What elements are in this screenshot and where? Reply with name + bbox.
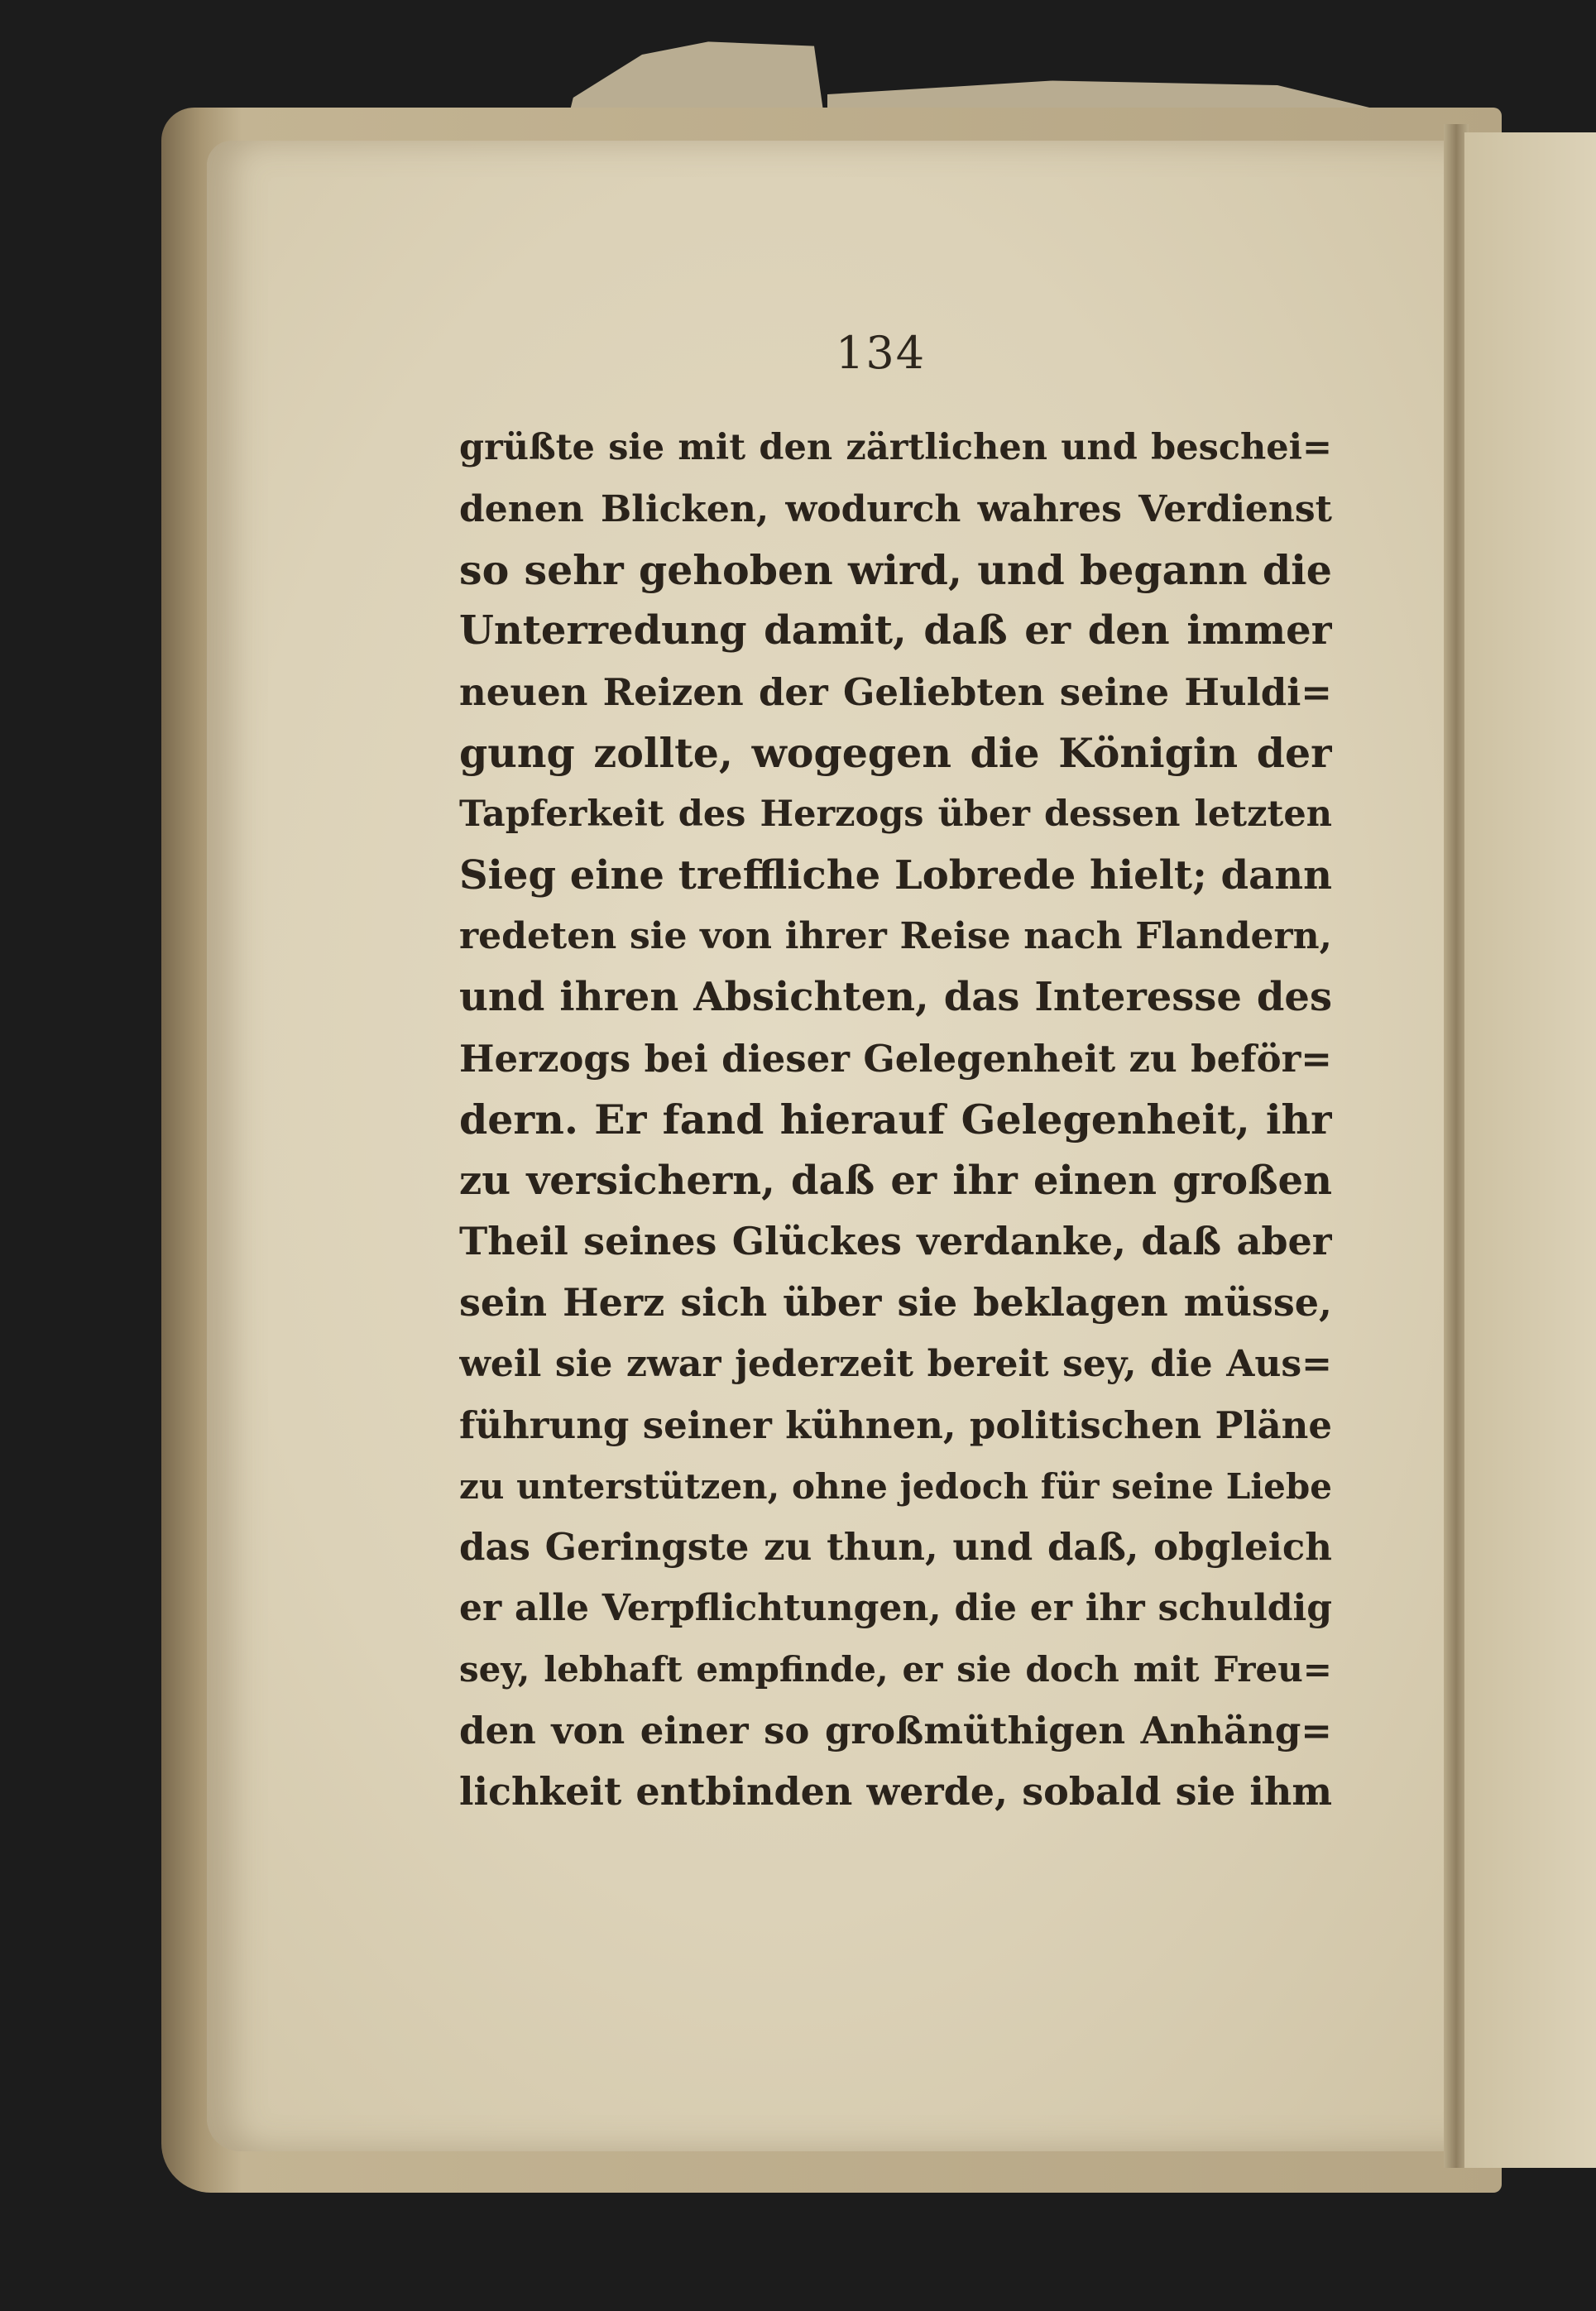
text-line: zu versichern, daß er ihr einen großen (459, 1157, 1332, 1204)
text-line: Theil seines Glückes verdanke, daß aber (459, 1219, 1332, 1264)
text-line: Herzogs bei dieser Gelegenheit zu beför= (459, 1036, 1332, 1081)
text-line: den von einer so großmüthigen Anhäng= (459, 1708, 1332, 1752)
text-line: er alle Verpflichtungen, die er ihr schuldig (459, 1587, 1332, 1630)
text-line: Sieg eine treffliche Lobrede hielt; dann (459, 851, 1332, 899)
text-line: Tapferkeit des Herzogs über dessen letzten (459, 793, 1332, 835)
text-line: führung seiner kühnen, politischen Pläne (459, 1402, 1332, 1447)
text-line: Unterredung damit, daß er den immer (459, 607, 1332, 654)
text-line: und ihren Absichten, das Interesse des (459, 974, 1332, 1021)
text-line: weil sie zwar jederzeit bereit sey, die Aus= (459, 1342, 1332, 1385)
right-page-edge (1464, 132, 1596, 2168)
text-line: das Geringste zu thun, und daß, obgleich (459, 1525, 1332, 1570)
text-line: lichkeit entbinden werde, sobald sie ihm (459, 1768, 1332, 1814)
text-line: grüßte sie mit den zärtlichen und beschei= (459, 427, 1332, 468)
text-line: denen Blicken, wodurch wahres Verdienst (459, 487, 1332, 530)
text-line: redeten sie von ihrer Reise nach Flandern, (459, 915, 1332, 958)
text-line: zu unterstützen, ohne jedoch für seine Liebe (459, 1465, 1332, 1507)
text-line: sein Herz sich über sie beklagen müsse, (459, 1280, 1332, 1326)
page-number: 134 (836, 327, 927, 379)
text-line: dern. Er fand hierauf Gelegenheit, ihr (459, 1095, 1332, 1144)
text-line: gung zollte, wogegen die Königin der (459, 728, 1332, 777)
page-text (459, 418, 1332, 1822)
text-line: so sehr gehoben wird, und begann die (459, 545, 1332, 594)
text-line: neuen Reizen der Geliebten seine Huldi= (459, 670, 1332, 715)
text-line: sey, lebhaft empfinde, er sie doch mit Freu= (459, 1648, 1332, 1690)
